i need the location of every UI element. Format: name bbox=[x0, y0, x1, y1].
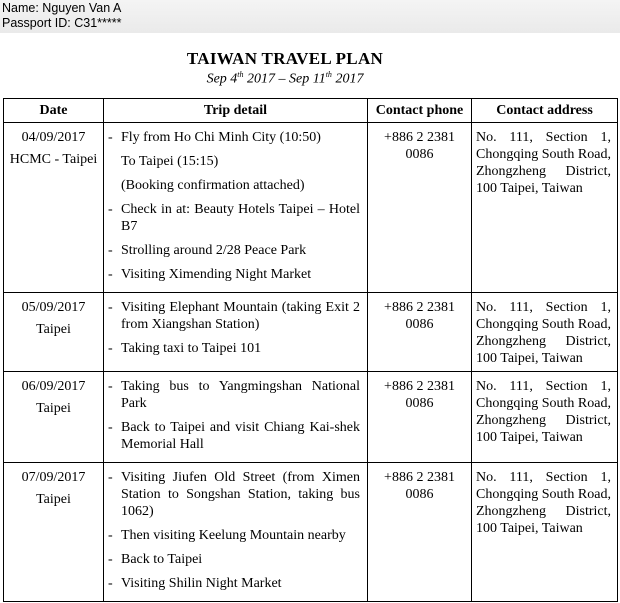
trip-detail-text: Visiting Jiufen Old Street (from Ximen Station to Songshan Station, taking bus 1062) bbox=[121, 470, 360, 519]
bullet-dash: - bbox=[108, 267, 113, 282]
trip-detail-text: Visiting Shilin Night Market bbox=[121, 576, 282, 591]
contact-address: No. 111, Section 1, Chongqing South Road, Zhongzheng District, 100 Taipei, Taiwan bbox=[472, 293, 618, 372]
trip-detail-item bbox=[108, 419, 363, 453]
table-row bbox=[4, 293, 618, 372]
trip-date: 06/09/2017 bbox=[21, 379, 86, 394]
trip-detail-cell bbox=[104, 463, 368, 602]
trip-detail-item bbox=[108, 242, 363, 259]
trip-detail-text: Taking taxi to Taipei 101 bbox=[121, 341, 262, 356]
trip-detail-item bbox=[108, 201, 363, 235]
contact-address: No. 111, Section 1, Chongqing South Road, Zhongzheng District, 100 Taipei, Taiwan bbox=[472, 372, 618, 463]
contact-address: No. 111, Section 1, Chongqing South Road, Zhongzheng District, 100 Taipei, Taiwan bbox=[472, 123, 618, 293]
bullet-dash: - bbox=[108, 202, 113, 217]
trip-date: 04/09/2017 bbox=[21, 130, 86, 145]
trip-detail-item bbox=[108, 177, 363, 194]
date-cell bbox=[4, 372, 104, 463]
bullet-dash: - bbox=[108, 243, 113, 258]
bullet-dash: - bbox=[108, 300, 113, 315]
trip-location: HCMC - Taipei bbox=[9, 152, 98, 167]
document-title: TAIWAN TRAVEL PLAN bbox=[186, 49, 384, 68]
trip-detail-item bbox=[108, 153, 363, 170]
trip-detail-text: Back to Taipei bbox=[121, 552, 203, 567]
trip-location: Taipei bbox=[36, 322, 71, 337]
passport-id: Passport ID: C31***** bbox=[2, 16, 122, 30]
trip-detail-item bbox=[108, 266, 363, 283]
trip-detail-text: Visiting Ximending Night Market bbox=[121, 267, 312, 282]
date-cell bbox=[4, 293, 104, 372]
contact-phone: +886 2 2381 0086 bbox=[368, 372, 472, 463]
header-trip-detail: Trip detail bbox=[104, 99, 368, 123]
traveler-name: Name: Nguyen Van A bbox=[2, 1, 122, 15]
trip-detail-text: Check in at: Beauty Hotels Taipei – Hotel B7 bbox=[121, 202, 360, 234]
trip-detail-cell bbox=[104, 372, 368, 463]
trip-location: Taipei bbox=[36, 401, 71, 416]
date-cell bbox=[4, 463, 104, 602]
bullet-dash: - bbox=[108, 341, 113, 356]
trip-detail-text: Strolling around 2/28 Peace Park bbox=[121, 243, 307, 258]
contact-phone: +886 2 2381 0086 bbox=[368, 293, 472, 372]
trip-detail-text: Then visiting Keelung Mountain nearby bbox=[121, 528, 346, 543]
table-row bbox=[4, 372, 618, 463]
document-date-range: Sep 4th 2017 – Sep 11th 2017 bbox=[206, 70, 364, 87]
header-date: Date bbox=[4, 99, 104, 123]
trip-detail-item bbox=[108, 575, 363, 592]
contact-phone: +886 2 2381 0086 bbox=[368, 123, 472, 293]
trip-detail-text: Fly from Ho Chi Minh City (10:50) bbox=[121, 130, 321, 145]
bullet-dash: - bbox=[108, 420, 113, 435]
trip-detail-text: Taking bus to Yangmingshan National Park bbox=[121, 379, 360, 411]
bullet-dash: - bbox=[108, 576, 113, 591]
trip-location: Taipei bbox=[36, 492, 71, 507]
header-contact-phone: Contact phone bbox=[368, 99, 472, 123]
table-header-row bbox=[4, 99, 618, 123]
bullet-dash: - bbox=[108, 379, 113, 394]
table-row bbox=[4, 123, 618, 293]
trip-detail-item bbox=[108, 527, 363, 544]
contact-address: No. 111, Section 1, Chongqing South Road, Zhongzheng District, 100 Taipei, Taiwan bbox=[472, 463, 618, 602]
contact-phone: +886 2 2381 0086 bbox=[368, 463, 472, 602]
trip-detail-cell bbox=[104, 123, 368, 293]
bullet-dash: - bbox=[108, 130, 113, 145]
trip-detail-item bbox=[108, 551, 363, 568]
trip-detail-item bbox=[108, 299, 363, 333]
header-contact-address: Contact address bbox=[472, 99, 618, 123]
bullet-dash: - bbox=[108, 528, 113, 543]
trip-detail-text: To Taipei (15:15) bbox=[121, 154, 219, 169]
trip-date: 07/09/2017 bbox=[21, 470, 86, 485]
trip-detail-text: (Booking confirmation attached) bbox=[121, 178, 305, 193]
trip-date: 05/09/2017 bbox=[21, 300, 86, 315]
bullet-dash: - bbox=[108, 552, 113, 567]
trip-detail-item bbox=[108, 378, 363, 412]
trip-detail-item bbox=[108, 340, 363, 357]
trip-detail-text: Visiting Elephant Mountain (taking Exit 2 from Xiangshan Station) bbox=[121, 300, 360, 332]
trip-detail-item bbox=[108, 129, 363, 146]
itinerary-table bbox=[3, 98, 618, 602]
trip-detail-item bbox=[108, 469, 363, 520]
trip-detail-text: Back to Taipei and visit Chiang Kai-shek Memorial Hall bbox=[121, 420, 360, 452]
table-row bbox=[4, 463, 618, 602]
bullet-dash: - bbox=[108, 470, 113, 485]
trip-detail-cell bbox=[104, 293, 368, 372]
date-cell bbox=[4, 123, 104, 293]
